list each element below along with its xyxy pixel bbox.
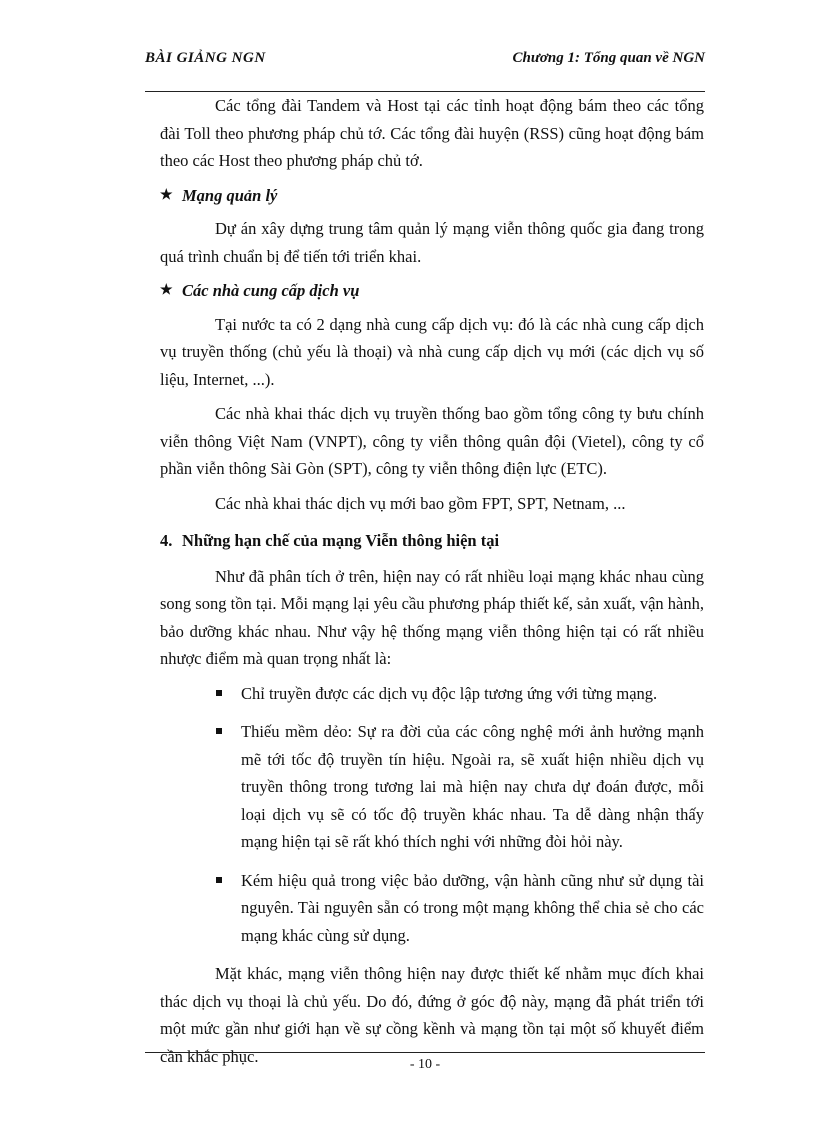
square-bullet-icon	[216, 690, 222, 696]
subheading-text: Các nhà cung cấp dịch vụ	[182, 281, 360, 300]
list-item-text: Kém hiệu quả trong việc bảo dưỡng, vận hành cũng như sử dụng tài nguyên. Tài nguyên sẵn có trong một mạng không thể chia sẻ cho các mạng khác cùng sử dụng.	[241, 870, 704, 945]
paragraph-limitations-intro: Như đã phân tích ở trên, hiện nay có rất nhiều loại mạng khác nhau cùng song song tồn tại. Mỗi mạng lại yêu cầu phương pháp thiết kế, sản xuất, vận hành, bảo dưỡng khác nhau. Như vậy hệ thống mạng viễn thông hiện tại có rất nhiều nhược điểm mà quan trọng nhất là:	[160, 566, 704, 668]
list-item	[160, 718, 704, 856]
square-bullet-icon	[216, 877, 222, 883]
star-bullet-icon: ★	[160, 187, 173, 203]
header-chapter-title: Chương 1: Tổng quan về NGN	[512, 50, 705, 66]
list-item	[160, 680, 704, 708]
list-item-text: Chỉ truyền được các dịch vụ độc lập tương ứng với từng mạng.	[241, 683, 658, 703]
limitations-list	[160, 680, 704, 950]
list-item	[160, 867, 704, 950]
section-title: Những hạn chế của mạng Viễn thông hiện tại	[182, 531, 500, 550]
section-heading	[160, 527, 704, 555]
paragraph-new-providers: Các nhà khai thác dịch vụ mới bao gồm FPT, SPT, Netnam, ...	[215, 493, 626, 513]
square-bullet-icon	[216, 728, 222, 734]
header-course-title: BÀI GIẢNG NGN	[145, 50, 266, 66]
subheading-network-management	[160, 182, 704, 210]
paragraph-closing: Mặt khác, mạng viễn thông hiện nay được thiết kế nhằm mục đích khai thác dịch vụ thoại là chủ yếu. Do đó, đứng ở góc độ này, mạng đã phát triển tới một mức gần như giới hạn về sự cồng kềnh và mạng tồn tại một số khuyết điểm cần khắc phục.	[160, 964, 704, 1066]
paragraph-tandem-host: Các tổng đài Tandem và Host tại các tỉnh hoạt động bám theo các tổng đài Toll theo phương pháp chủ tớ. Các tổng đài huyện (RSS) cũng hoạt động bám theo các Host theo phương pháp chủ tớ.	[160, 96, 704, 170]
star-bullet-icon: ★	[160, 283, 173, 298]
paragraph-provider-types: Tại nước ta có 2 dạng nhà cung cấp dịch vụ: đó là các nhà cung cấp dịch vụ truyền thống (chủ yếu là thoại) và nhà cung cấp dịch vụ mới (các dịch vụ số liệu, Internet, ...).	[160, 314, 704, 389]
footer-rule	[145, 1052, 705, 1053]
page-number: - 10 -	[409, 1057, 441, 1072]
subheading-service-providers	[160, 277, 704, 305]
paragraph-traditional-providers: Các nhà khai thác dịch vụ truyền thống bao gồm tổng công ty bưu chính viễn thông Việt Nam (VNPT), công ty viễn thông quân đội (Vietel), công ty cổ phần viễn thông Sài Gòn (SPT), công ty viễn thông điện lực (ETC).	[160, 404, 704, 478]
list-item-text: Thiếu mềm dẻo: Sự ra đời của các công nghệ mới ảnh hưởng mạnh mẽ tới tốc độ truyền tín hiệu. Ngoài ra, sẽ xuất hiện nhiều dịch vụ truyền thông trong tương lai mà hiện nay chưa dự đoán được, mỗi loại dịch vụ sẽ có tốc độ truyền khác nhau. Ta dễ dàng nhận thấy mạng hiện tại sẽ rất khó thích nghi với những đòi hỏi này.	[241, 722, 704, 851]
section-number: 4.	[160, 531, 173, 550]
page-header	[145, 50, 705, 74]
subheading-text: Mạng quản lý	[182, 185, 278, 205]
page-body	[160, 92, 704, 1077]
paragraph-management-project: Dự án xây dựng trung tâm quản lý mạng viễn thông quốc gia đang trong quá trình chuẩn bị để tiến tới triển khai.	[160, 219, 704, 266]
